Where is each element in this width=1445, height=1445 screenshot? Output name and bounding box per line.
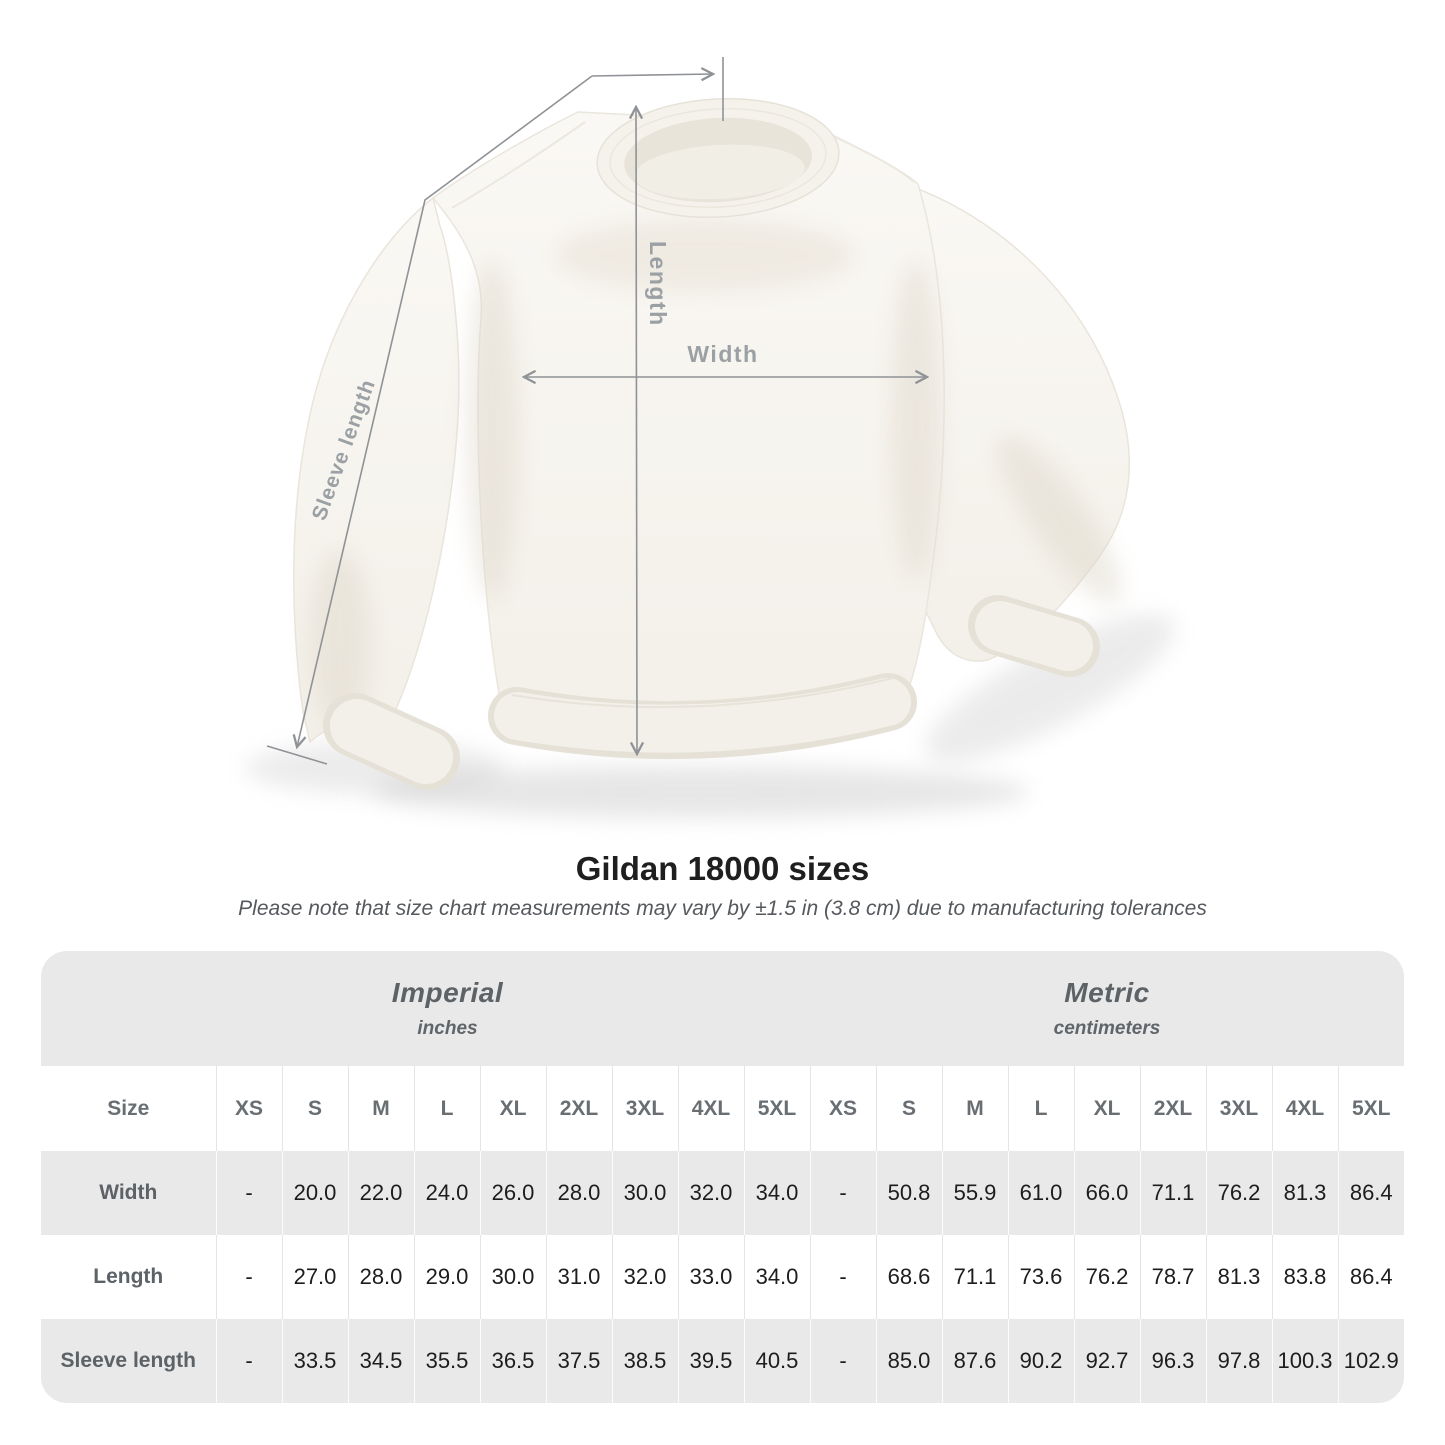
measurement-cell: 50.8 [876, 1151, 942, 1235]
measurement-cell: 76.2 [1206, 1151, 1272, 1235]
unit-group-unit: inches [417, 1018, 478, 1040]
measurement-cell: 85.0 [876, 1319, 942, 1403]
size-header-imperial-s: S [282, 1066, 348, 1151]
measurement-cell: 27.0 [282, 1235, 348, 1319]
size-header-metric-5xl: 5XL [1338, 1066, 1404, 1151]
measurement-cell: 20.0 [282, 1151, 348, 1235]
row-label: Width [41, 1151, 216, 1235]
measurement-cell: 81.3 [1272, 1151, 1338, 1235]
unit-group-inner [63, 977, 832, 1040]
size-header-imperial-xs: XS [216, 1066, 282, 1151]
measurement-cell: 87.6 [942, 1319, 1008, 1403]
measurement-cell: 78.7 [1140, 1235, 1206, 1319]
table-row [41, 1151, 1404, 1235]
measurement-cell: 92.7 [1074, 1319, 1140, 1403]
size-header-imperial-4xl: 4XL [678, 1066, 744, 1151]
length-arrow [636, 107, 637, 754]
neck-guide-arrow [592, 74, 713, 76]
measurement-cell: - [810, 1235, 876, 1319]
size-header-metric-xs: XS [810, 1066, 876, 1151]
size-header-imperial-xl: XL [480, 1066, 546, 1151]
measurement-cell: 34.0 [744, 1151, 810, 1235]
size-table [41, 951, 1404, 1403]
measurement-cell: 76.2 [1074, 1235, 1140, 1319]
measurement-cell: 40.5 [744, 1319, 810, 1403]
size-header-imperial-3xl: 3XL [612, 1066, 678, 1151]
measurement-cell: 86.4 [1338, 1235, 1404, 1319]
measurement-cell: 81.3 [1206, 1235, 1272, 1319]
row-label: Sleeve length [41, 1319, 216, 1403]
unit-group-row [41, 951, 1404, 1066]
size-header-imperial-l: L [414, 1066, 480, 1151]
measurement-cell: 38.5 [612, 1319, 678, 1403]
measurement-cell: 30.0 [612, 1151, 678, 1235]
unit-group-label: Metric [1064, 977, 1150, 1009]
size-header-row [41, 1066, 1404, 1151]
unit-group-header-imperial [41, 951, 810, 1066]
measurement-cell: 102.9 [1338, 1319, 1404, 1403]
measurement-cell: 28.0 [348, 1235, 414, 1319]
measurement-cell: 33.5 [282, 1319, 348, 1403]
measurement-cell: - [810, 1151, 876, 1235]
size-header-metric-4xl: 4XL [1272, 1066, 1338, 1151]
size-header-imperial-5xl: 5XL [744, 1066, 810, 1151]
measurement-cell: - [216, 1319, 282, 1403]
measurement-cell: 32.0 [678, 1151, 744, 1235]
measurement-cell: 31.0 [546, 1235, 612, 1319]
measurement-cell: 66.0 [1074, 1151, 1140, 1235]
measurement-cell: 55.9 [942, 1151, 1008, 1235]
measurement-cell: 28.0 [546, 1151, 612, 1235]
measurement-cell: 30.0 [480, 1235, 546, 1319]
heading [0, 850, 1445, 921]
size-header-metric-xl: XL [1074, 1066, 1140, 1151]
sleeve-length-label: Sleeve length [307, 376, 381, 524]
measurement-cell: 100.3 [1272, 1319, 1338, 1403]
row-label: Length [41, 1235, 216, 1319]
size-corner-header: Size [41, 1066, 216, 1151]
measurement-cell: 97.8 [1206, 1319, 1272, 1403]
measurement-cell: 86.4 [1338, 1151, 1404, 1235]
measurement-cell: - [216, 1235, 282, 1319]
size-header-metric-m: M [942, 1066, 1008, 1151]
left-cuff [355, 725, 428, 758]
measurement-cell: 29.0 [414, 1235, 480, 1319]
measurement-cell: 83.8 [1272, 1235, 1338, 1319]
measurement-cell: 96.3 [1140, 1319, 1206, 1403]
size-header-metric-3xl: 3XL [1206, 1066, 1272, 1151]
measurement-cell: 34.5 [348, 1319, 414, 1403]
unit-group-unit: centimeters [1053, 1018, 1161, 1040]
unit-group-inner [810, 977, 1404, 1040]
measurement-cell: 71.1 [1140, 1151, 1206, 1235]
length-label: Length [645, 241, 671, 327]
measurement-cell: 71.1 [942, 1235, 1008, 1319]
size-header-imperial-2xl: 2XL [546, 1066, 612, 1151]
width-label: Width [687, 341, 759, 367]
size-table-container [41, 951, 1404, 1403]
size-header-imperial-m: M [348, 1066, 414, 1151]
measurement-cell: 73.6 [1008, 1235, 1074, 1319]
measurement-cell: 26.0 [480, 1151, 546, 1235]
right-cuff [998, 625, 1070, 647]
measurement-cell: 36.5 [480, 1319, 546, 1403]
measurement-cell: 39.5 [678, 1319, 744, 1403]
measurement-cell: 90.2 [1008, 1319, 1074, 1403]
table-row [41, 1235, 1404, 1319]
size-header-metric-l: L [1008, 1066, 1074, 1151]
measurement-cell: - [810, 1319, 876, 1403]
measurement-cell: 33.0 [678, 1235, 744, 1319]
measurement-cell: 68.6 [876, 1235, 942, 1319]
unit-group-header-metric [810, 951, 1404, 1066]
measurement-cell: - [216, 1151, 282, 1235]
size-header-metric-2xl: 2XL [1140, 1066, 1206, 1151]
table-row [41, 1319, 1404, 1403]
sweatshirt-illustration [294, 93, 1140, 758]
page-title: Gildan 18000 sizes [575, 850, 870, 887]
measurement-cell: 32.0 [612, 1235, 678, 1319]
size-header-metric-s: S [876, 1066, 942, 1151]
measurement-cell: 22.0 [348, 1151, 414, 1235]
measurement-cell: 24.0 [414, 1151, 480, 1235]
measurement-cell: 34.0 [744, 1235, 810, 1319]
unit-group-label: Imperial [391, 977, 504, 1009]
measurement-cell: 35.5 [414, 1319, 480, 1403]
measurement-cell: 37.5 [546, 1319, 612, 1403]
tolerance-note: Please note that size chart measurements may vary by ±1.5 in (3.8 cm) due to manufacturing tolerances [238, 896, 1207, 920]
measurement-cell: 61.0 [1008, 1151, 1074, 1235]
